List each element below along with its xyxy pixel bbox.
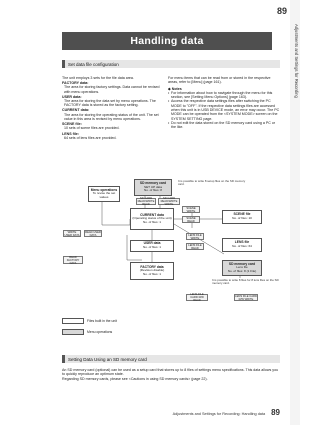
scene-read-tag: SCENE READ — [182, 216, 200, 223]
section-marker-icon — [62, 60, 65, 68]
scene-write-tag: SCENE WRITE — [182, 206, 200, 213]
section-heading-text: Setting Data Using an SD memory card — [68, 356, 147, 362]
user-data-box: USER data No. of files: 1 — [130, 240, 174, 252]
sd-card-caution-ref: Regarding SD memory cards, please see <Cautions in using SD memory cards> (page 22). — [62, 376, 208, 381]
section-marker-icon — [62, 355, 65, 363]
term-scene: SCENE file: — [62, 122, 82, 127]
sd-card-text — [62, 368, 280, 381]
term-lens: LENS file: — [62, 131, 79, 136]
def-scene: 10 sets of scene files are provided. — [64, 126, 120, 131]
legend-files: Files built in the unit — [62, 318, 162, 324]
left-column — [62, 76, 162, 140]
footer-page-number: 89 — [271, 408, 280, 417]
def-user: The area for storing the data set by menu operations. The FACTORY data is stored as the factory setting. — [64, 99, 156, 108]
footer — [150, 408, 280, 417]
lens-card-read-tag: LENS FILE CARD R/W READ — [186, 294, 208, 301]
footer-label: Adjustments and Settings for Recording: Handling data — [172, 412, 266, 416]
note-item: • Do not edit the data stored on the SD memory card using a PC or the like. — [168, 120, 276, 130]
factory-data-box: FACTORY data (Revision disable) No. of files: 1 — [130, 262, 174, 280]
scene-file-box: SCENE file No. of files: 10 — [222, 210, 262, 224]
notes-title: ◆ Notes — [168, 86, 182, 91]
sd-card-note: It is possible to write 8 setup files on the SD memory card. — [178, 179, 246, 187]
lens-read-tag: LENS FILE READ — [186, 243, 204, 250]
read-factory-data-tag: READ FACTORY DATA — [63, 256, 83, 264]
write-user-data-tag: WRITE USER DATA — [64, 230, 80, 237]
section-heading-sd-card — [62, 355, 280, 363]
legend-files-swatch — [62, 318, 84, 324]
menu-operations-box: Menu operations To revise the set values — [88, 186, 120, 202]
section-heading-text: Set data file configuration — [68, 61, 119, 67]
menu-reference-text: For menu items that can be read from or stored in the respective areas, refer to [Menu] (page 161). — [168, 76, 271, 85]
legend-menu: Menu operations — [62, 329, 162, 335]
note-item: • Access the respective data settings files after switching the PC MODE to "OFF". If the respective data settings files are accessed when this unit is in USB DEVICE mode, an error may occur. The PC MODE can be operated from the <SYSTEM MODE> screen on the SYSTEM SETTING page. — [168, 99, 280, 121]
side-tab — [290, 0, 300, 425]
sd-card-read-tag: SD CARD READ/WRITE READ — [137, 197, 155, 206]
sd-lens-note: It is possible to write 8 files for 8 lens files on the SD memory card. — [212, 278, 279, 286]
term-list — [62, 81, 162, 140]
right-column — [168, 76, 280, 130]
def-factory: The area for storing factory settings. Data cannot be revised with menu operations. — [64, 85, 160, 94]
term-current: CURRENT data: — [62, 108, 90, 113]
lens-card-write-tag: LENS FILE CARD R/W WRITE — [235, 294, 257, 301]
term-user: USER data: — [62, 94, 82, 99]
note-item: • For information about how to navigate through the menu for this section, see [Setting Menu Options] (page 163). — [168, 90, 273, 100]
side-tab-label: Adjustments and Settings for Recording — [294, 24, 299, 98]
term-factory: FACTORY data: — [62, 81, 89, 86]
sd-card-lens-box: SD memory card Lens file No. of files: 8 (1 File) — [222, 260, 262, 276]
page-title: Handling data — [62, 32, 272, 50]
page-number: 89 — [276, 6, 287, 16]
lens-file-box: LENS file No. of files: 64 — [222, 238, 262, 252]
sd-card-setup-box: SD memory card SET UP data No. of files: 8 — [134, 179, 172, 196]
legend-menu-swatch — [62, 329, 84, 335]
sd-card-paragraph: An SD memory card (optional) can be used as a setup card that stores up to 8 files of settings menu specifications. This data allows you to quickly reproduce an optimum state. — [62, 368, 279, 377]
read-user-data-tag: READ USER DATA — [85, 230, 101, 237]
def-lens: 64 sets of lens files are provided. — [64, 135, 117, 140]
data-flow-diagram — [62, 178, 280, 316]
diagram-legend — [62, 318, 162, 340]
sd-card-write-tag: SD CARD READ/WRITE WRITE — [158, 198, 180, 205]
lens-write-tag: LENS FILE WRITE — [186, 233, 204, 240]
def-current: The area for storing the operating status of the unit. The set value in this area is revised by menu operations. — [64, 112, 159, 122]
current-data-box: CURRENT data (Operating status of the unit) No. of files: 1 — [130, 208, 174, 230]
section-heading-config — [62, 60, 280, 68]
intro-text: The unit employs 3 sets for the file data area. — [62, 76, 134, 80]
